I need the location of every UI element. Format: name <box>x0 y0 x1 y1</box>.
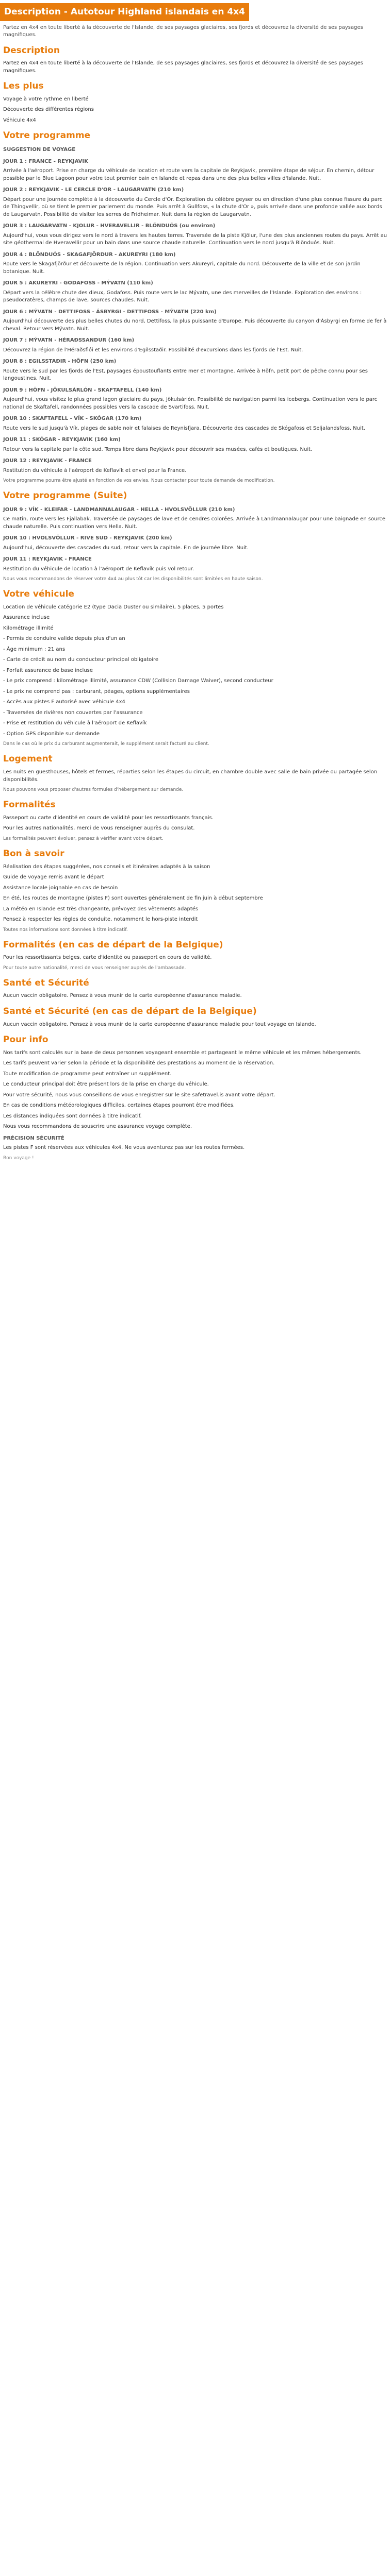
info-paragraph: En cas de conditions météorologiques difficiles, certaines étapes pourront être modifiées. <box>3 1103 235 1109</box>
vehicule-detail: - Prise et restitution du véhicule à l'aéroport de Keflavík <box>3 720 147 726</box>
vehicule-item: Assurance incluse <box>3 615 50 621</box>
day-text: Route vers le Skagafjörður et découverte de la région. Continuation vers Akureyri, capitale du nord. Découverte de la ville et de son jardin botanique. Nuit. <box>3 261 361 275</box>
day-title: JOUR 1 : FRANCE - REYKJAVIK <box>3 158 88 164</box>
formalites-belgique-text: Pour les ressortissants belges, carte d'identité ou passeport en cours de validité. <box>3 955 212 961</box>
formalites-text: Passeport ou carte d'identité en cours de validité pour les ressortissants français. <box>3 815 214 821</box>
page-intro: Partez en 4x4 en toute liberté à la découverte de l'Islande, de ses paysages glaciaires, ses fjords et découvrez la diversité de ses paysages magnifiques. <box>3 24 363 38</box>
info-paragraph: Nous vous recommandons de souscrire une assurance voyage complète. <box>3 1124 192 1130</box>
plus-item: Véhicule 4x4 <box>3 117 36 123</box>
section-title-sante: Santé et Sécurité <box>3 977 89 988</box>
bon-savoir-item: Pensez à respecter les règles de conduite, notamment le hors-piste interdit <box>3 917 198 922</box>
info-footer-title: PRÉCISION SÉCURITÉ <box>3 1135 64 1141</box>
logement-text: Les nuits en guesthouses, hôtels et fermes, réparties selon les étapes du circuit, en chambre double avec salle de bain privée ou partagée selon disponibilités. <box>3 769 378 783</box>
day-text: Découvrez la région de l'Héraðsflói et les environs d'Egilsstaðir. Possibilité d'excursions dans les fjords de l'Est. Nuit. <box>3 347 303 353</box>
day-text: Ce matin, route vers les Fjallabak. Traversée de paysages de lave et de cendres colorées. Arrivée à Landmannalaugar pour une baignade en source chaude naturelle. Puis continuation vers Hella. Nuit. <box>3 516 386 530</box>
day-title: JOUR 10 : SKAFTAFELL - VÍK - SKÓGAR (170 km) <box>3 416 142 422</box>
day-text: Restitution du véhicule de location à l'aéroport de Keflavík puis vol retour. <box>3 566 194 572</box>
info-paragraph: Nos tarifs sont calculés sur la base de deux personnes voyageant ensemble et partageant le même véhicule et les mêmes hébergements. <box>3 1049 362 1056</box>
sante-belgique-text: Aucun vaccin obligatoire. Pensez à vous munir de la carte européenne d'assurance maladie pour tout voyage en Islande. <box>3 1021 316 1027</box>
day-title: JOUR 9 : VÍK - KLEIFAR - LANDMANNALAUGAR - HELLA - HVOLSVÖLLUR (210 km) <box>3 506 235 513</box>
day-title: JOUR 12 : REYKJAVIK - FRANCE <box>3 458 92 464</box>
day-title: JOUR 2 : REYKJAVIK - LE CERCLE D'OR - LAUGARVATN (210 km) <box>3 187 184 193</box>
programme-note: Votre programme pourra être ajusté en fonction de vos envies. Nous contacter pour toute demande de modification. <box>3 478 275 484</box>
vehicule-detail: - Carte de crédit au nom du conducteur principal obligatoire <box>3 657 159 663</box>
section-title-logement: Logement <box>3 754 53 765</box>
section-title-programme-suite: Votre programme (Suite) <box>3 490 127 501</box>
section-title-programme: Votre programme <box>3 130 91 141</box>
day-title: JOUR 3 : LAUGARVATN - KJOLUR - HVERAVELLIR - BLÖNDUÓS (ou environ) <box>3 223 216 229</box>
vehicule-detail: - Option GPS disponible sur demande <box>3 731 100 737</box>
info-footer-text: Les pistes F sont réservées aux véhicules 4x4. Ne vous aventurez pas sur les routes fermées. <box>3 1145 245 1151</box>
section-title-sante-belgique: Santé et Sécurité (en cas de départ de la Belgique) <box>3 1006 257 1016</box>
day-title: JOUR 5 : AKUREYRI - GODAFOSS - MÝVATN (110 km) <box>3 280 153 286</box>
bon-savoir-item: Réalisation des étapes suggérées, nos conseils et itinéraires adaptés à la saison <box>3 863 210 870</box>
day-title: JOUR 8 : EGILSSTAÐIR - HÖFN (250 km) <box>3 359 117 365</box>
vehicule-note: Dans le cas où le prix du carburant augmenterait, le supplément serait facturé au client. <box>3 741 209 747</box>
vehicule-detail: - Le prix comprend : kilométrage illimité, assurance CDW (Collision Damage Waiver), second conducteur <box>3 678 273 684</box>
day-text: Route vers le sud par les fjords de l'Est, paysages époustouflants entre mer et montagne. Arrivée à Höfn, petit port de pêche connu pour ses langoustines. Nuit. <box>3 368 368 382</box>
page-title: Description - Autotour Highland islandais en 4x4 <box>0 3 249 21</box>
day-text: Aujourd'hui, découverte des cascades du sud, retour vers la capitale. Fin de journée libre. Nuit. <box>3 545 249 551</box>
info-paragraph: Pour votre sécurité, nous vous conseillons de vous enregistrer sur le site safetravel.is avant votre départ. <box>3 1092 275 1098</box>
bon-savoir-note: Toutes nos informations sont données à titre indicatif. <box>3 927 128 933</box>
programme-subtitle: SUGGESTION DE VOYAGE <box>3 147 76 153</box>
day-title: JOUR 6 : MÝVATN - DETTIFOSS - ÁSBYRGI - DETTIFOSS - MÝVATN (220 km) <box>3 309 217 315</box>
day-title: JOUR 9 : HÖFN - JÖKULSÁRLÓN - SKAFTAFELL (140 km) <box>3 387 162 393</box>
plus-item: Découverte des différentes régions <box>3 107 94 113</box>
bon-savoir-item: Assistance locale joignable en cas de besoin <box>3 885 118 891</box>
info-paragraph: Les tarifs peuvent varier selon la période et la disponibilité des prestations au moment de la réservation. <box>3 1060 275 1066</box>
section-title-bon-savoir: Bon à savoir <box>3 848 64 859</box>
info-paragraph: Le conducteur principal doit être présent lors de la prise en charge du véhicule. <box>3 1081 209 1088</box>
day-text: Retour vers la capitale par la côte sud. Temps libre dans Reykjavik pour découvrir ses musées, cafés et boutiques. Nuit. <box>3 446 313 452</box>
day-text: Restitution du véhicule à l'aéroport de Keflavík et envol pour la France. <box>3 467 187 473</box>
logement-extra: Nous pouvons vous proposer d'autres formules d'hébergement sur demande. <box>3 787 184 793</box>
section-title-description: Description <box>3 45 60 56</box>
vehicule-detail: - Accès aux pistes F autorisé avec véhicule 4x4 <box>3 699 125 705</box>
day-text: Arrivée à l'aéroport. Prise en charge du véhicule de location et route vers la capitale de Reykjavik, première étape de séjour. En chemin, détour possible par le Blue Lagoon pour votre tout premier bain en Islande et repas dans une des plus belles villes d'Islande. Nuit. <box>3 168 374 181</box>
day-text: Départ vers la célèbre chute des dieux, Godafoss. Puis route vers le lac Mývatn, une des merveilles de l'Islande. Exploration des environs : pseudocratères, champs de lave, sources chaudes. Nuit. <box>3 290 362 303</box>
day-text: Aujourd'hui découverte des plus belles chutes du nord, Dettifoss, la plus puissante d'Europe. Puis découverte du canyon d'Ásbyrgi en forme de fer à cheval. Retour vers Mývatn. Nuit. <box>3 318 387 332</box>
formalites-extra: Les formalités peuvent évoluer, pensez à vérifier avant votre départ. <box>3 836 164 841</box>
section-title-vehicule: Votre véhicule <box>3 589 74 600</box>
day-title: JOUR 11 : SKÓGAR - REYKJAVIK (160 km) <box>3 437 121 443</box>
section-title-formalites-belgique: Formalités (en cas de départ de la Belgique) <box>3 939 223 950</box>
formalites-text-2: Pour les autres nationalités, merci de vous renseigner auprès du consulat. <box>3 825 195 832</box>
plus-item: Voyage à votre rythme en liberté <box>3 96 89 102</box>
day-title: JOUR 10 : HVOLSVÖLLUR - RIVE SUD - REYKJAVIK (200 km) <box>3 535 172 541</box>
vehicule-item: Kilométrage illimité <box>3 625 54 631</box>
section-title-plus: Les plus <box>3 81 44 92</box>
vehicule-item: Location de véhicule catégorie E2 (type Dacia Duster ou similaire), 5 places, 5 portes <box>3 604 224 610</box>
description-text: Partez en 4x4 en toute liberté à la découverte de l'Islande, de ses paysages glaciaires, ses fjords et découvrez la diversité de ses paysages magnifiques. <box>3 60 363 74</box>
section-title-formalites: Formalités <box>3 800 56 810</box>
formalites-belgique-extra: Pour toute autre nationalité, merci de vous renseigner auprès de l'ambassade. <box>3 965 186 971</box>
vehicule-detail: - Forfait assurance de base incluse <box>3 667 93 673</box>
vehicule-detail: - Traversées de rivières non couvertes par l'assurance <box>3 709 143 716</box>
bon-savoir-item: La météo en Islande est très changeante, prévoyez des vêtements adaptés <box>3 906 199 912</box>
bon-savoir-item: En été, les routes de montagne (pistes F) sont ouvertes généralement de fin juin à début septembre <box>3 895 263 901</box>
day-text: Aujourd'hui, vous visitez le plus grand lagon glaciaire du pays, Jökulsárlón. Possibilité de navigation parmi les icebergs. Continuation vers le parc national de Skaftafell, randonnées possibles vers la cascade de Svartifoss. Nuit. <box>3 397 378 410</box>
section-title-infos: Pour info <box>3 1035 48 1045</box>
vehicule-detail: - Permis de conduire valide depuis plus d'un an <box>3 636 125 642</box>
day-title: JOUR 7 : MÝVATN - HÉRAÐSSANDUR (160 km) <box>3 337 135 344</box>
day-title: JOUR 4 : BLÖNDUÓS - SKAGAFJÖRDUR - AKUREYRI (180 km) <box>3 251 176 258</box>
day-text: Départ pour une journée complète à la découverte du Cercle d'Or. Exploration du célèbre geyser ou en direction d'une plus connue fissure du parc de Thingvellir, où se tient le premier parlement du monde. Puis arrêt à Gullfoss, « la chute d'Or », puis arrivée dans une profonde vallée aux bords de Laugarvatn. Possibilité de visiter les serres de Fridheimar. Nuit dans la région de Laugarvatn. <box>3 196 383 217</box>
page <box>0 0 391 1170</box>
day-title: JOUR 11 : REYKJAVIK - FRANCE <box>3 556 92 563</box>
info-paragraph: Toute modification de programme peut entraîner un supplément. <box>3 1071 172 1077</box>
day-text: Aujourd'hui, vous vous dirigez vers le nord à travers les hautes terres. Traversée de la piste Kjölur, l'une des plus anciennes routes du pays. Arrêt au site géothermal de Hveravellir pour un bain dans une source chaude naturelle. Continuation vers le nord jusqu'à Blönduós. Nuit. <box>3 232 387 246</box>
sante-text: Aucun vaccin obligatoire. Pensez à vous munir de la carte européenne d'assurance maladie. <box>3 993 242 999</box>
vehicule-detail: - Le prix ne comprend pas : carburant, péages, options supplémentaires <box>3 688 190 694</box>
info-footer-closing: Bon voyage ! <box>3 1155 34 1161</box>
day-text: Route vers le sud jusqu'à Vík, plages de sable noir et falaises de Reynisfjara. Découverte des cascades de Skógafoss et Seljalandsfoss. Nuit. <box>3 425 365 431</box>
bon-savoir-item: Guide de voyage remis avant le départ <box>3 874 104 880</box>
info-paragraph: Les distances indiquées sont données à titre indicatif. <box>3 1113 142 1119</box>
vehicule-detail: - Âge minimum : 21 ans <box>3 646 66 652</box>
programme-suite-note: Nous vous recommandons de réserver votre 4x4 au plus tôt car les disponibilités sont limitées en haute saison. <box>3 577 263 582</box>
